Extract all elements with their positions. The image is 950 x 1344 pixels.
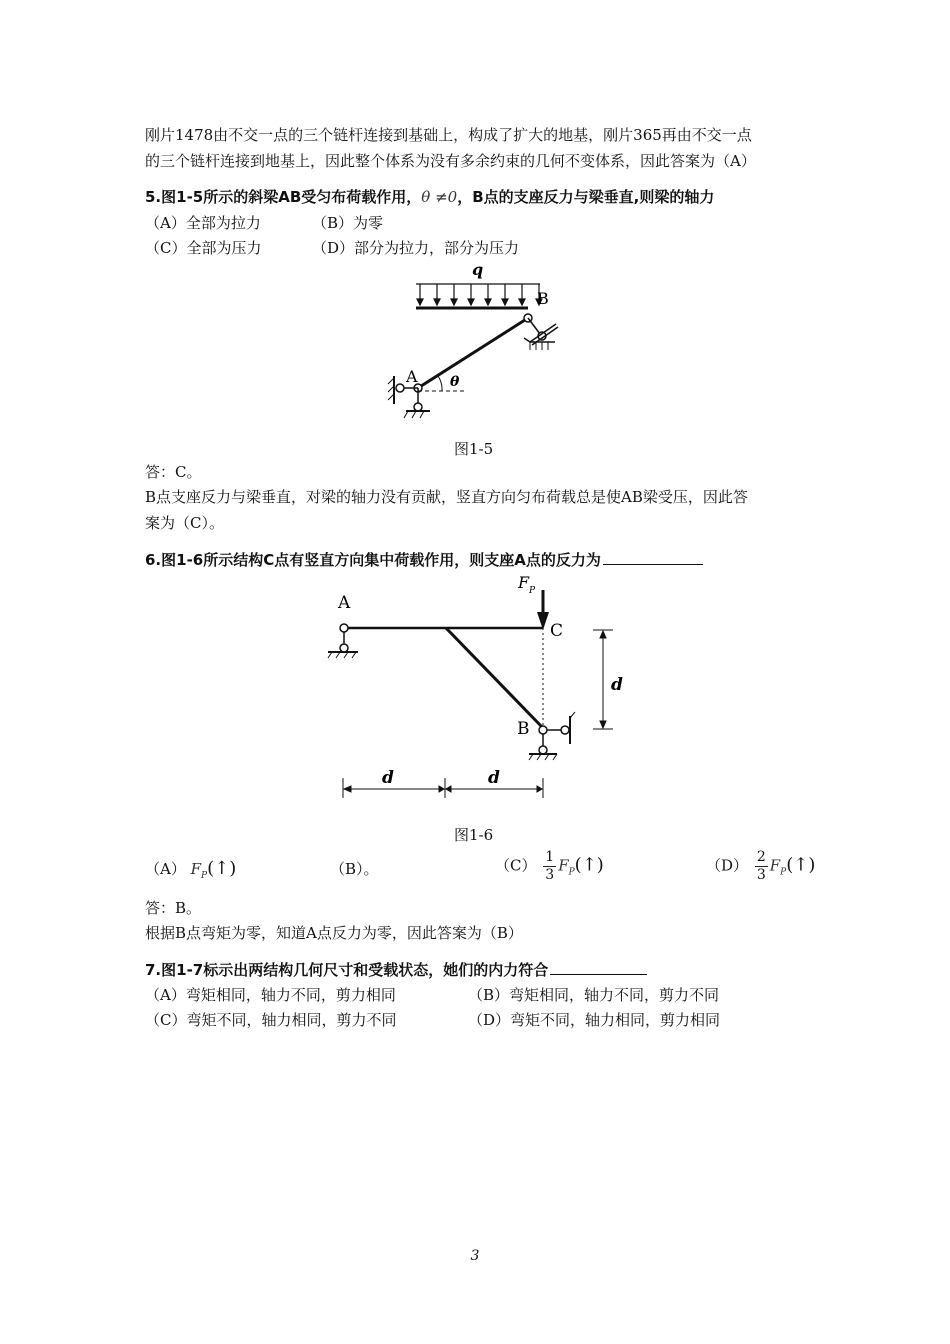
- q6-option-d-label: （D）: [706, 856, 749, 875]
- fig5-theta-label: θ: [450, 374, 460, 390]
- horizontal-dimension: [343, 778, 543, 798]
- q6-stem-text: 6.图1-6所示结构C点有竖直方向集中荷载作用，则支座A点的反力为: [145, 551, 601, 569]
- fig6-d-right: d: [488, 768, 500, 788]
- q7-option-c: （C）弯矩不同，轴力相同，剪力不同: [145, 1011, 397, 1029]
- q5-stem-math: θ ≠0: [421, 188, 458, 206]
- q6-option-a-arrow: (↑): [207, 858, 237, 879]
- theta-arc: [438, 376, 442, 391]
- q7-option-a: （A）弯矩相同，轴力不同，剪力相同: [145, 986, 396, 1004]
- q6-explain: 根据B点弯矩为零，知道A点反力为零，因此答案为（B）: [145, 924, 523, 942]
- q6-option-c-den: 3: [545, 867, 555, 883]
- fig6-d-vertical: d: [611, 675, 623, 695]
- q5-stem-pre: 5.图1-5所示的斜梁AB受匀布荷载作用，: [145, 188, 422, 206]
- fig5-a-label: A: [406, 367, 418, 386]
- q6-option-a-label: （A）: [145, 860, 186, 878]
- q6-option-d-fraction: [755, 849, 768, 884]
- q5-option-b: （B）为零: [312, 214, 384, 232]
- q6-option-b: [330, 858, 379, 880]
- figure-1-5: [380, 258, 580, 428]
- fig6-f-label: F: [518, 573, 530, 592]
- q6-option-c-label: （C）: [495, 856, 537, 875]
- q6-option-c-arrow: (↑): [574, 854, 604, 876]
- intro-line-2: 的三个链杆连接到地基上，因此整个体系为没有多余约束的几何不变体系，因此答案为（A）: [145, 152, 756, 170]
- q5-explain-1: B点支座反力与梁垂直，对梁的轴力没有贡献，竖直方向匀布荷载总是使AB梁受压，因此答: [145, 488, 748, 506]
- q6-option-c-f: F: [558, 856, 569, 875]
- q6-option-c-fraction: [543, 849, 556, 884]
- page-number: 3: [470, 1248, 480, 1264]
- q6-option-d-f: F: [769, 856, 781, 875]
- q6-answer: 答：B。: [145, 899, 202, 917]
- figure-1-6-caption: 图1-6: [454, 826, 494, 844]
- q5-stem: [145, 186, 714, 208]
- fig6-f-sub: P: [529, 586, 536, 596]
- fig6-a-label: A: [338, 593, 351, 613]
- fig5-b-label: B: [537, 289, 549, 308]
- q5-option-d: （D）部分为拉力，部分为压力: [312, 239, 520, 257]
- fig6-d-left: d: [382, 768, 394, 788]
- fig5-q-label: q: [472, 260, 484, 279]
- q5-stem-post: ，B点的支座反力与梁垂直,则梁的轴力: [457, 188, 715, 206]
- q6-option-d-den: 3: [756, 867, 766, 883]
- q6-option-b-label: （B）。: [330, 860, 379, 878]
- q7-answer-blank: [550, 960, 647, 975]
- q6-option-d: [706, 849, 815, 884]
- figure-1-5-caption: 图1-5: [454, 440, 494, 458]
- fig6-c-label: C: [550, 621, 564, 641]
- fig6-b-label: B: [517, 719, 530, 739]
- q5-option-c: （C）全部为压力: [145, 239, 262, 257]
- q6-option-c: [495, 849, 604, 884]
- q6-option-a: [145, 858, 236, 887]
- q7-option-d: （D）弯矩不同，轴力相同，剪力相同: [468, 1011, 721, 1029]
- support-b-icon: [524, 314, 558, 350]
- q6-option-d-sub: P: [780, 867, 787, 878]
- q5-answer: 答：C。: [145, 463, 202, 481]
- q6-option-a-f: F: [190, 860, 202, 878]
- inclined-beam: [418, 318, 528, 388]
- q5-explain-2: 案为（C）。: [145, 514, 224, 532]
- intro-line-1: 刚片1478由不交一点的三个链杆连接到基础上，构成了扩大的地基，刚片365再由不交一点: [145, 126, 752, 144]
- q6-answer-blank: [603, 550, 703, 565]
- q7-stem: [145, 959, 647, 981]
- q6-option-d-num: 2: [756, 849, 766, 865]
- load-arrow-icon: [537, 590, 549, 630]
- distributed-load: [416, 284, 542, 305]
- q7-stem-text: 7.图1-7标示出两结构几何尺寸和受载状态，她们的内力符合: [145, 961, 549, 979]
- q5-option-a: （A）全部为拉力: [145, 214, 261, 232]
- q7-option-b: （B）弯矩相同，轴力不同，剪力不同: [468, 986, 720, 1004]
- diagonal-member: [446, 628, 543, 728]
- figure-1-6: [318, 568, 648, 808]
- q6-option-c-sub: P: [568, 867, 575, 878]
- q6-option-c-num: 1: [545, 849, 555, 865]
- vertical-dimension: [593, 630, 613, 729]
- q6-option-a-sub: P: [201, 871, 208, 881]
- q6-option-d-arrow: (↑): [786, 854, 816, 876]
